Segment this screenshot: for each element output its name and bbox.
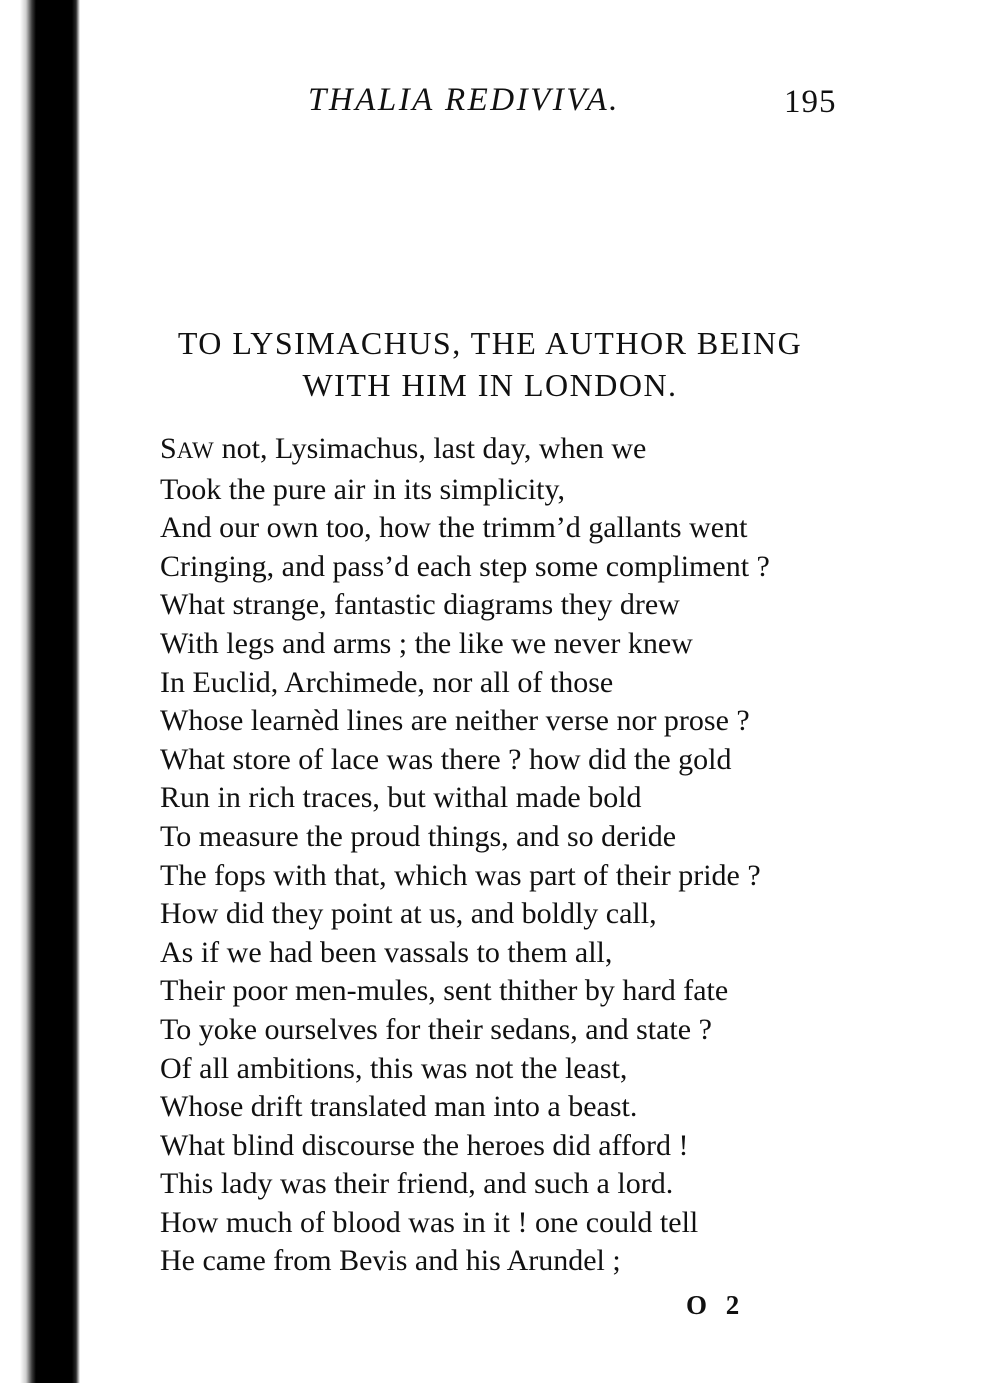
verse-line: Whose learnèd lines are neither verse nor prose ?: [160, 704, 750, 738]
verse-line: The fops with that, which was part of their pride ?: [160, 858, 761, 892]
verse-line: Of all ambitions, this was not the least,: [160, 1051, 628, 1085]
verse-line: Their poor men-mules, sent thither by hard fate: [160, 974, 729, 1008]
verse-line: To yoke ourselves for their sedans, and state ?: [160, 1012, 712, 1046]
verse-line: To measure the proud things, and so deride: [160, 819, 677, 853]
poem-title-line-2: WITH HIM IN LONDON.: [302, 367, 678, 403]
verse-line: This lady was their friend, and such a lord.: [160, 1167, 674, 1201]
poem-body: [160, 430, 850, 1281]
verse-line: He came from Bevis and his Arundel ;: [160, 1244, 621, 1278]
verse-line: What store of lace was there ? how did the gold: [160, 742, 732, 776]
printer-signature: O 2: [686, 1290, 746, 1320]
poem-title-line-1: TO LYSIMACHUS, THE AUTHOR BEING: [177, 325, 803, 361]
verse-line: In Euclid, Archimede, nor all of those: [160, 665, 614, 699]
verse-line: As if we had been vassals to them all,: [160, 935, 613, 969]
verse-line: And our own too, how the trimm’d gallants went: [160, 511, 748, 545]
binding-edge: [20, 0, 80, 1383]
first-word-capital: S: [160, 432, 177, 465]
verse-line: Took the pure air in its simplicity,: [160, 472, 566, 506]
first-line-text: not, Lysimachus, last day, when we: [214, 432, 647, 465]
drop-small-caps: [160, 432, 214, 465]
verse-line: Cringing, and pass’d each step some compliment ?: [160, 549, 770, 583]
verse-line: Run in rich traces, but withal made bold: [160, 781, 642, 815]
verse-line: How did they point at us, and boldly call,: [160, 897, 657, 931]
verse-line: What strange, fantastic diagrams they drew: [160, 588, 680, 622]
verse-line: With legs and arms ; the like we never knew: [160, 626, 693, 660]
page-number: 195: [784, 84, 837, 120]
first-word-small-caps: AW: [176, 438, 215, 463]
poem-title: [110, 322, 870, 406]
verse-line: Whose drift translated man into a beast.: [160, 1090, 638, 1124]
running-title: THALIA REDIVIVA.: [308, 82, 620, 118]
verse-line: How much of blood was in it ! one could tell: [160, 1205, 699, 1239]
verse-line-1: [160, 430, 850, 471]
verse-line: What blind discourse the heroes did afford !: [160, 1128, 689, 1162]
